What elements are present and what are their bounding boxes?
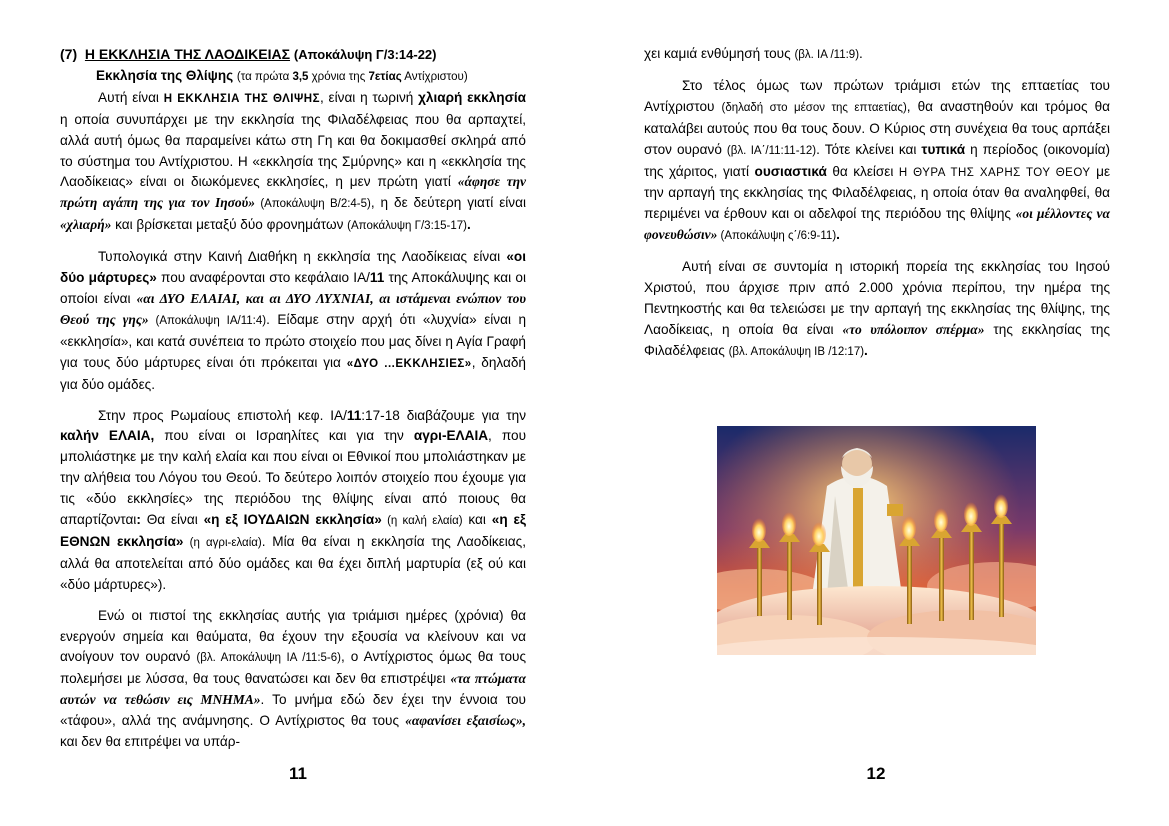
illustration-svg <box>717 426 1036 655</box>
paragraph-4: Ενώ οι πιστοί της εκκλησίας αυτής για τριάμισι ημέρες (χρόνια) θα ενεργούν σημεία και θαύματα, θα έχουν την εξουσία να κλείνουν και να ανοίγουν τον ουρανό (βλ. Αποκάλυψη ΙΑ /11:5-6), ο Αντίχριστος όμως θα τους πολεμήσει με λύσσα, θα τους θανατώσει και δεν θα επιστρέψει «τα πτώματα αυτών να τεθώσιν εις ΜΝΗΜΑ». Το μνήμα εδώ δεν έχει την έννοια του «τάφου», αλλά της ανάμνησης. Ο Αντίχριστος θα τους «αφανίσει εξαισίως», και δεν θα επιτρέψει να υπάρ- <box>60 607 527 750</box>
left-text-column <box>60 44 526 753</box>
right-text-column <box>644 44 1110 363</box>
page-number-left: 11 <box>289 764 307 783</box>
subheading-title: Εκκλησία της Θλίψης <box>96 67 234 83</box>
subheading-note: (τα πρώτα 3,5 χρόνια της 7ετίας Αντίχριστου) <box>236 70 468 83</box>
paragraph-6: Αυτή είναι σε συντομία η ιστορική πορεία της εκκλησίας του Ιησού Χριστού, που άρχισε πριν από 2.000 χρόνια περίπου, την ημέρα της Πεντηκοστής και θα τελειώσει με την αρπαγή της εκκλησίας της θλίψης, της Λαοδίκειας, η οποία θα είναι «το υπόλοιπον σπέρμα» της εκκλησίας της Φιλαδέλφειας (βλ. Αποκάλυψη ΙΒ /12:17). <box>644 259 1110 358</box>
chapter-heading <box>60 44 526 66</box>
paragraph-1: Αυτή είναι Η ΕΚΚΛΗΣΙΑ ΤΗΣ ΘΛΙΨΗΣ, είναι η τωρινή χλιαρή εκκλησία η οποία συνυπάρχει με την εκκλησία της Φιλαδέλφειας που θα αρπαχτεί, αλλά αυτή όμως θα παραμείνει κάτω στη Γη και θα δοκιμασθεί σκληρά από το σύστημα του Αντίχριστου. Η «εκκλησία της Σμύρνης» και η «εκκλησία της Λαοδίκειας» είναι οι διωκόμενες εκκλησίες, η μεν πρώτη γιατί «άφησε την πρώτη αγάπη της για τον Ιησού» (Αποκάλυψη Β/2:4-5), η δε δεύτερη γιατί είναι «χλιαρή» και βρίσκεται μεταξύ δύο φρονημάτων (Αποκάλυψη Γ/3:15-17). <box>60 89 527 233</box>
page-number-right: 12 <box>866 764 886 783</box>
paragraph-5: Στο τέλος όμως των πρώτων τριάμισι ετών της επταετίας του Αντίχριστου (δηλαδή στο μέσον της επταετίας), θα αναστηθούν και τρόμος θα καταλάβει αυτούς που θα τους δουν. Ο Κύριος στη συνέχεια θα τους αρπάξει στον ουρανό (βλ. ΙΑ΄/11:11-12). Τότε κλείνει και τυπικά η περίοδος (οικονομία) της χάριτος, γιατί ουσιαστικά θα κλείσει Η ΘΥΡΑ ΤΗΣ ΧΑΡΗΣ ΤΟΥ ΘΕΟΥ με την αρπαγή της εκκλησίας της Φιλαδέλφειας, η οποία όταν θα αναληφθεί, θα περιμένει να έρθουν και οι αδελφοί της περιόδου της θλίψης «οι μέλλοντες να φονευθώσιν» (Αποκάλυψη ς΄/6:9-11). <box>644 77 1111 243</box>
left-page <box>0 0 584 826</box>
chapter-number: (7) <box>60 46 78 62</box>
chapter-reference: (Αποκάλυψη Γ/3:14-22) <box>293 47 437 62</box>
christ-among-lampstands-illustration <box>717 426 1036 655</box>
right-page <box>584 0 1169 826</box>
chapter-subheading <box>60 66 526 88</box>
paragraph-3: Στην προς Ρωμαίους επιστολή κεφ. ΙΑ/11:17-18 διαβάζουμε για την καλήν ΕΛΑΙΑ, που είναι οι Ισραηλίτες και για την αγρι-ΕΛΑΙΑ, που μπολιάστηκε με την καλή ελαία και που είναι οι Εθνικοί που μπολιάστηκαν με την αλήθεια του Λόγου του Θεού. Το δεύτερο λοιπόν στοιχείο που έχουμε για τις «δύο εκκλησίες» της περιόδου της θλίψης είναι από ποιους θα απαρτίζονται: Θα είναι «η εξ ΙΟΥΔΑΙΩΝ εκκλησία» (η καλή ελαία) και «η εξ ΕΘΝΩΝ εκκλησία» (η αγρι-ελαία). Μία θα είναι η εκκλησία της Λαοδίκειας, αλλά θα αποτελείται από δύο ομάδες και θα έχει διπλή μαρτυρία (εξ ού και «δύο μάρτυρες»). <box>60 407 527 592</box>
paragraph-continuation: χει καμιά ενθύμησή τους (βλ. ΙΑ /11:9). <box>644 46 863 61</box>
paragraph-2: Τυπολογικά στην Καινή Διαθήκη η εκκλησία της Λαοδίκειας είναι «οι δύο μάρτυρες» που αναφέρονται στο κεφάλαιο ΙΑ/11 της Αποκάλυψης και οι οποίοι είναι «αι ΔΥΟ ΕΛΑΙΑΙ, και αι ΔΥΟ ΛΥΧΝΙΑΙ, αι ιστάμεναι ενώπιον του Θεού της γης» (Αποκάλυψη ΙΑ/11:4). Είδαμε στην αρχή ότι «λυχνία» είναι η «εκκλησία», και κατά συνέπεια το πρώτο στοιχείο που μας δίνει η Αγία Γραφή για τους δύο μάρτυρες είναι ότι πρόκειται για «ΔΥΟ ...ΕΚΚΛΗΣΙΕΣ», δηλαδή για δύο ομάδες. <box>60 249 527 392</box>
chapter-title: Η ΕΚΚΛΗΣΙΑ ΤΗΣ ΛΑΟΔΙΚΕΙΑΣ <box>84 46 291 62</box>
